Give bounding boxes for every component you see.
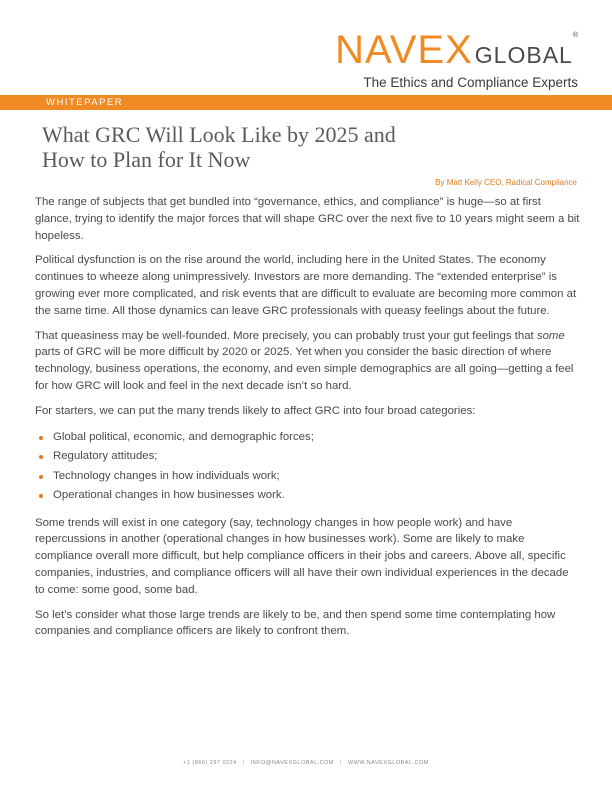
footer-website[interactable]: WWW.NAVEXGLOBAL.COM [347,760,429,766]
author-byline: By Matt Kelly CEO, Radical Compliance [435,178,577,187]
paragraph-text: That queasiness may be well-founded. More precisely, you can probably trust your gut feelings that [35,329,537,342]
list-item: Global political, economic, and demographic forces; [35,428,580,448]
footer-separator: | [340,760,342,766]
list-item: Operational changes in how businesses work. [35,486,580,506]
page-footer [0,760,612,766]
list-intro: For starters, we can put the many trends likely to affect GRC into four broad categories: [35,404,476,417]
logo-tagline: The Ethics and Compliance Experts [363,75,578,90]
list-item: Regulatory attitudes; [35,447,580,467]
paragraph: The range of subjects that get bundled into “governance, ethics, and compliance” is huge—so at first glance, trying to identify the major forces that will shape GRC over the next five to 10 years might seem a bit hopeless. [35,196,580,242]
logo-suffix: GLOBAL [474,42,573,68]
registered-mark: ® [572,32,578,39]
footer-separator: | [242,760,245,766]
paragraph: So let’s consider what those large trends are likely to be, and then spend some time contemplating how companies and compliance officers are likely to confront them. [35,608,556,638]
emphasis-text: some [536,329,565,342]
logo-brand: NAVEX [335,28,473,72]
document-body [35,194,580,648]
banner-label: WHITEPAPER [46,97,124,108]
whitepaper-banner [0,95,612,110]
paragraph [35,328,580,395]
list-item: Technology changes in how individuals work; [35,467,580,487]
title-line-1: What GRC Will Look Like by 2025 and [42,122,396,147]
paragraph: Some trends will exist in one category (say, technology changes in how people work) and have repercussions in another (operational changes in how businesses work). Some are likely to make compliance overall more difficult, but help compliance officers in their jobs and careers. Above all, specific companies, industries, and compliance officers will all have their own individual experiences in the decade to come: some good, some bad. [35,516,569,596]
footer-phone: +1 (866) 297 0224 [183,760,237,766]
title-line-2: How to Plan for It Now [42,147,251,172]
category-list [35,428,580,506]
footer-email[interactable]: INFO@NAVEXGLOBAL.COM [250,760,335,766]
paragraph-text: parts of GRC will be more difficult by 2020 or 2025. Yet when you consider the basic direction of where technology, business operations, the economy, and even simple demographics are all going—getting a feel for how GRC will look and feel in the next decade isn’t so hard. [35,346,574,392]
navex-global-logo [335,30,578,90]
document-title [42,122,542,172]
paragraph: Political dysfunction is on the rise around the world, including here in the United States. The economy continues to wheeze along unimpressively. Investors are more demanding. The “extended enterprise” is growing ever more complicated, and risk events that are difficult to evaluate are becoming more common at the same time. All those dynamics can leave GRC professionals with queasy feelings about the future. [35,254,577,317]
